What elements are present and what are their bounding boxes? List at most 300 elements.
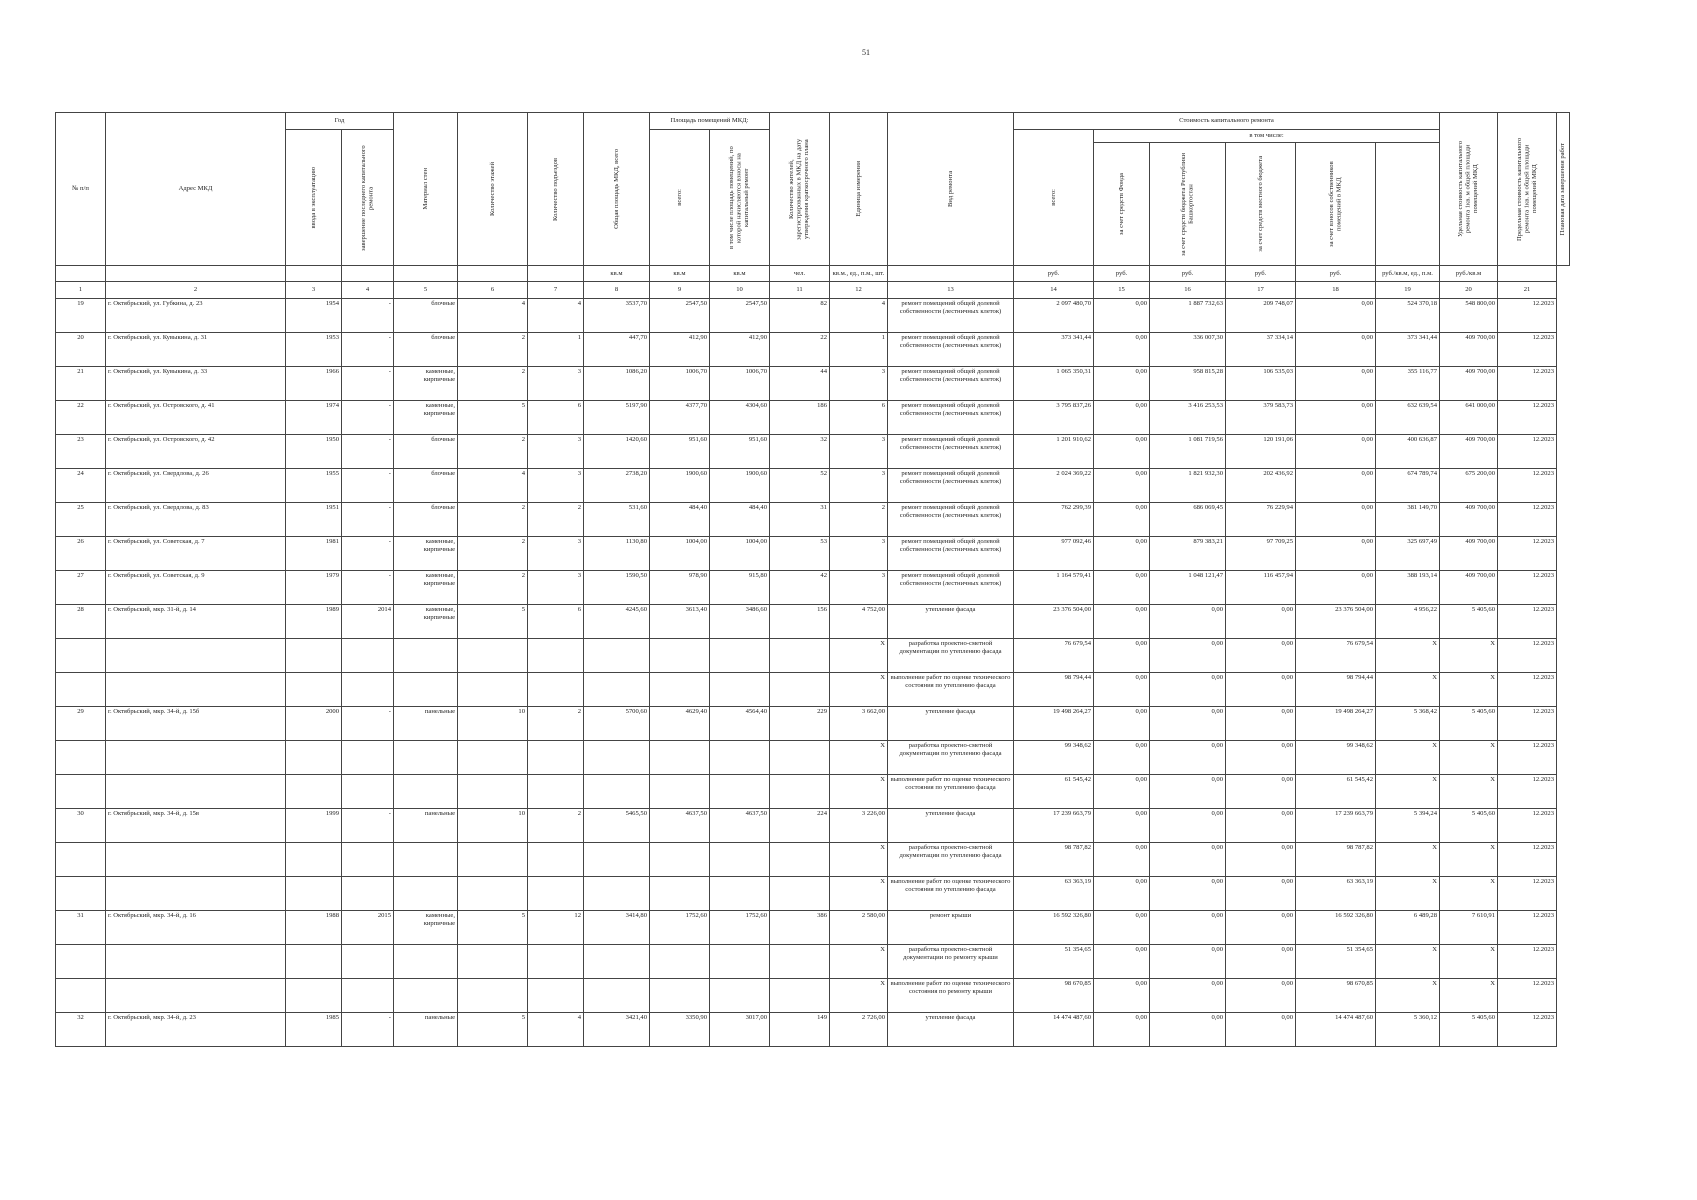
year-commission-cell: 2000 <box>286 707 342 741</box>
premises-funded-cell <box>710 877 770 911</box>
column-number: 5 <box>394 282 458 299</box>
header-year-group: Год <box>286 113 394 130</box>
cost-owners-cell: 98 794,44 <box>1296 673 1376 707</box>
floors-cell: 5 <box>458 401 528 435</box>
cost-total-cell: 61 545,42 <box>1014 775 1094 809</box>
total-area-cell: 531,60 <box>584 503 650 537</box>
residents-cell <box>770 775 830 809</box>
address-cell: г. Октябрьский, мкр. 34-й, д. 23 <box>106 1013 286 1047</box>
max-cost-cell: 5 405,60 <box>1440 1013 1498 1047</box>
wall-material-cell <box>394 945 458 979</box>
header-no: № п/п <box>56 113 106 266</box>
premises-total-cell <box>650 639 710 673</box>
repair-type-cell: утепление фасада <box>888 809 1014 843</box>
floors-cell: 2 <box>458 333 528 367</box>
cost-owners-cell: 14 474 487,60 <box>1296 1013 1376 1047</box>
cost-local-cell: 0,00 <box>1226 1013 1296 1047</box>
header-floors: Количество этажей <box>458 113 528 266</box>
residents-cell <box>770 945 830 979</box>
plan-date-cell: 12.2023 <box>1498 979 1557 1013</box>
residents-cell: 229 <box>770 707 830 741</box>
cost-local-cell: 0,00 <box>1226 605 1296 639</box>
year-last-repair-cell: - <box>342 571 394 605</box>
premises-total-cell: 2547,50 <box>650 299 710 333</box>
repair-type-cell: ремонт помещений общей долевой собственности (лестничных клеток) <box>888 299 1014 333</box>
plan-date-cell: 12.2023 <box>1498 741 1557 775</box>
premises-total-cell <box>650 673 710 707</box>
cost-fund-cell: 0,00 <box>1094 401 1150 435</box>
wall-material-cell: каменные, кирпичные <box>394 367 458 401</box>
header-entrances: Количество подъездов <box>528 113 584 266</box>
unit-cell: X <box>830 979 888 1013</box>
cost-owners-cell: 0,00 <box>1296 571 1376 605</box>
row-number: 31 <box>56 911 106 945</box>
year-commission-cell <box>286 843 342 877</box>
cost-fund-cell: 0,00 <box>1094 435 1150 469</box>
entrances-cell: 3 <box>528 537 584 571</box>
floors-cell <box>458 775 528 809</box>
table-row <box>56 911 1570 945</box>
cost-owners-cell: 0,00 <box>1296 435 1376 469</box>
premises-funded-cell: 915,80 <box>710 571 770 605</box>
year-last-repair-cell <box>342 877 394 911</box>
header-max-cost: Предельная стоимость капитального ремонта 1кв. м общей площади помещений МКД <box>1498 113 1557 266</box>
repair-type-cell: ремонт крыши <box>888 911 1014 945</box>
unit-cell <box>106 266 286 282</box>
unit-cell: 3 662,00 <box>830 707 888 741</box>
wall-material-cell: каменные, кирпичные <box>394 537 458 571</box>
header-cost-total: всего: <box>1014 130 1094 266</box>
premises-total-cell: 4637,50 <box>650 809 710 843</box>
plan-date-cell: 12.2023 <box>1498 877 1557 911</box>
premises-total-cell: 1752,60 <box>650 911 710 945</box>
cost-local-cell: 0,00 <box>1226 979 1296 1013</box>
unit-cost-fund: руб. <box>1094 266 1150 282</box>
address-cell: г. Октябрьский, ул. Кувыкина, д. 33 <box>106 367 286 401</box>
cost-republic-cell: 1 821 932,30 <box>1150 469 1226 503</box>
cost-fund-cell: 0,00 <box>1094 707 1150 741</box>
cost-republic-cell: 0,00 <box>1150 639 1226 673</box>
table-row <box>56 877 1570 911</box>
entrances-cell <box>528 877 584 911</box>
units-row <box>56 266 1570 282</box>
page-number: 51 <box>862 48 870 57</box>
cost-owners-cell: 61 545,42 <box>1296 775 1376 809</box>
column-number: 14 <box>1014 282 1094 299</box>
cost-total-cell: 1 201 910,62 <box>1014 435 1094 469</box>
unit-cost-total: руб. <box>1014 266 1094 282</box>
unit-cost-cell: X <box>1376 639 1440 673</box>
column-number: 10 <box>710 282 770 299</box>
floors-cell: 2 <box>458 537 528 571</box>
cost-fund-cell: 0,00 <box>1094 877 1150 911</box>
premises-total-cell <box>650 741 710 775</box>
cost-fund-cell: 0,00 <box>1094 911 1150 945</box>
unit-cost-cell: 674 789,74 <box>1376 469 1440 503</box>
floors-cell: 4 <box>458 469 528 503</box>
plan-date-cell: 12.2023 <box>1498 367 1557 401</box>
cost-owners-cell: 98 670,85 <box>1296 979 1376 1013</box>
cost-total-cell: 63 363,19 <box>1014 877 1094 911</box>
header-cost-republic: за счет средств бюджета Республики Башкортостан <box>1150 143 1226 266</box>
max-cost-cell: 675 200,00 <box>1440 469 1498 503</box>
cost-fund-cell: 0,00 <box>1094 979 1150 1013</box>
repair-type-cell: утепление фасада <box>888 1013 1014 1047</box>
premises-total-cell: 4377,70 <box>650 401 710 435</box>
wall-material-cell <box>394 843 458 877</box>
column-number: 4 <box>342 282 394 299</box>
repair-type-cell: утепление фасада <box>888 707 1014 741</box>
premises-total-cell: 1900,60 <box>650 469 710 503</box>
row-number <box>56 673 106 707</box>
column-number: 8 <box>584 282 650 299</box>
repair-type-cell: ремонт помещений общей долевой собственности (лестничных клеток) <box>888 333 1014 367</box>
table-row <box>56 673 1570 707</box>
table-row <box>56 503 1570 537</box>
premises-funded-cell <box>710 945 770 979</box>
year-commission-cell <box>286 673 342 707</box>
cost-fund-cell: 0,00 <box>1094 469 1150 503</box>
column-number: 17 <box>1226 282 1296 299</box>
column-number: 21 <box>1498 282 1557 299</box>
table-row <box>56 469 1570 503</box>
cost-republic-cell: 0,00 <box>1150 741 1226 775</box>
unit-unit-cost: руб./кв.м, ед., п.м. <box>1376 266 1440 282</box>
header-premises-funded: в том числе площадь помещений, по которой начисляются взносы на капитальный ремонт <box>710 130 770 266</box>
unit-cell <box>888 266 1014 282</box>
wall-material-cell: панельные <box>394 707 458 741</box>
cost-owners-cell: 0,00 <box>1296 469 1376 503</box>
year-last-repair-cell: - <box>342 809 394 843</box>
plan-date-cell: 12.2023 <box>1498 639 1557 673</box>
max-cost-cell: 641 000,00 <box>1440 401 1498 435</box>
residents-cell: 31 <box>770 503 830 537</box>
total-area-cell: 1590,50 <box>584 571 650 605</box>
cost-owners-cell: 0,00 <box>1296 299 1376 333</box>
unit-premises-funded: кв.м <box>710 266 770 282</box>
year-last-repair-cell: - <box>342 333 394 367</box>
cost-local-cell: 0,00 <box>1226 741 1296 775</box>
premises-funded-cell <box>710 979 770 1013</box>
cost-local-cell: 0,00 <box>1226 707 1296 741</box>
cost-fund-cell: 0,00 <box>1094 367 1150 401</box>
entrances-cell <box>528 639 584 673</box>
address-cell: г. Октябрьский, ул. Советская, д. 7 <box>106 537 286 571</box>
cost-total-cell: 19 498 264,27 <box>1014 707 1094 741</box>
total-area-cell <box>584 741 650 775</box>
unit-cell: 3 <box>830 367 888 401</box>
header-cost-group: Стоимость капитального ремонта <box>1014 113 1440 130</box>
floors-cell <box>458 945 528 979</box>
wall-material-cell: блочные <box>394 435 458 469</box>
column-number: 19 <box>1376 282 1440 299</box>
address-cell: г. Октябрьский, мкр. 31-й, д. 14 <box>106 605 286 639</box>
cost-total-cell: 23 376 504,00 <box>1014 605 1094 639</box>
cost-fund-cell: 0,00 <box>1094 809 1150 843</box>
cost-owners-cell: 16 592 326,80 <box>1296 911 1376 945</box>
floors-cell: 5 <box>458 1013 528 1047</box>
residents-cell: 22 <box>770 333 830 367</box>
unit-cell: 3 226,00 <box>830 809 888 843</box>
row-number <box>56 877 106 911</box>
unit-cell <box>528 266 584 282</box>
unit-cell: 3 <box>830 537 888 571</box>
row-number <box>56 843 106 877</box>
plan-date-cell: 12.2023 <box>1498 537 1557 571</box>
unit-cost-cell: 5 394,24 <box>1376 809 1440 843</box>
premises-total-cell: 978,90 <box>650 571 710 605</box>
floors-cell <box>458 639 528 673</box>
address-cell <box>106 877 286 911</box>
premises-funded-cell <box>710 639 770 673</box>
premises-total-cell <box>650 979 710 1013</box>
cost-republic-cell: 0,00 <box>1150 707 1226 741</box>
unit-cell: X <box>830 877 888 911</box>
cost-republic-cell: 958 815,28 <box>1150 367 1226 401</box>
cost-republic-cell: 0,00 <box>1150 673 1226 707</box>
row-number: 27 <box>56 571 106 605</box>
max-cost-cell: X <box>1440 639 1498 673</box>
unit-cell: 2 726,00 <box>830 1013 888 1047</box>
cost-local-cell: 0,00 <box>1226 877 1296 911</box>
unit-cell <box>1498 266 1557 282</box>
wall-material-cell: блочные <box>394 503 458 537</box>
year-commission-cell: 1955 <box>286 469 342 503</box>
cost-local-cell: 379 583,73 <box>1226 401 1296 435</box>
repair-type-cell: утепление фасада <box>888 605 1014 639</box>
column-number: 12 <box>830 282 888 299</box>
table-row <box>56 843 1570 877</box>
cost-local-cell: 120 191,06 <box>1226 435 1296 469</box>
plan-date-cell: 12.2023 <box>1498 945 1557 979</box>
row-number <box>56 741 106 775</box>
year-commission-cell: 1966 <box>286 367 342 401</box>
header-cost-fund: за счет средств Фонда <box>1094 143 1150 266</box>
entrances-cell <box>528 843 584 877</box>
cost-owners-cell: 0,00 <box>1296 401 1376 435</box>
unit-total-area: кв.м <box>584 266 650 282</box>
unit-cell <box>394 266 458 282</box>
repair-type-cell: ремонт помещений общей долевой собственности (лестничных клеток) <box>888 401 1014 435</box>
unit-cell: 4 752,00 <box>830 605 888 639</box>
total-area-cell <box>584 843 650 877</box>
cost-republic-cell: 686 069,45 <box>1150 503 1226 537</box>
total-area-cell: 1086,20 <box>584 367 650 401</box>
header-premises-area-group: Площадь помещений МКД: <box>650 113 770 130</box>
repair-type-cell: ремонт помещений общей долевой собственности (лестничных клеток) <box>888 537 1014 571</box>
floors-cell <box>458 843 528 877</box>
address-cell <box>106 639 286 673</box>
address-cell: г. Октябрьский, мкр. 34-й, д. 16 <box>106 911 286 945</box>
unit-cell: X <box>830 843 888 877</box>
floors-cell: 2 <box>458 435 528 469</box>
unit-cost-republic: руб. <box>1150 266 1226 282</box>
header-total-area: Общая площадь МКД, всего <box>584 113 650 266</box>
cost-total-cell: 76 679,54 <box>1014 639 1094 673</box>
cost-republic-cell: 1 048 121,47 <box>1150 571 1226 605</box>
unit-cell: 3 <box>830 571 888 605</box>
premises-total-cell <box>650 945 710 979</box>
row-number: 28 <box>56 605 106 639</box>
residents-cell <box>770 979 830 1013</box>
unit-cell: X <box>830 741 888 775</box>
cost-total-cell: 373 341,44 <box>1014 333 1094 367</box>
plan-date-cell: 12.2023 <box>1498 911 1557 945</box>
premises-total-cell: 412,90 <box>650 333 710 367</box>
table-row <box>56 741 1570 775</box>
row-number: 20 <box>56 333 106 367</box>
max-cost-cell: X <box>1440 741 1498 775</box>
wall-material-cell: панельные <box>394 809 458 843</box>
row-number: 21 <box>56 367 106 401</box>
row-number: 26 <box>56 537 106 571</box>
cost-fund-cell: 0,00 <box>1094 1013 1150 1047</box>
unit-cost-cell: X <box>1376 673 1440 707</box>
total-area-cell <box>584 877 650 911</box>
cost-total-cell: 14 474 487,60 <box>1014 1013 1094 1047</box>
header-residents: Количество жителей, зарегистрированных в МКД на дату утверждения краткосрочного плана <box>770 113 830 266</box>
premises-total-cell: 3613,40 <box>650 605 710 639</box>
entrances-cell <box>528 673 584 707</box>
repair-type-cell: ремонт помещений общей долевой собственности (лестничных клеток) <box>888 367 1014 401</box>
cost-local-cell: 97 709,25 <box>1226 537 1296 571</box>
unit-cell: X <box>830 945 888 979</box>
row-number <box>56 639 106 673</box>
year-last-repair-cell: - <box>342 299 394 333</box>
cost-republic-cell: 0,00 <box>1150 775 1226 809</box>
wall-material-cell: панельные <box>394 1013 458 1047</box>
plan-date-cell: 12.2023 <box>1498 707 1557 741</box>
cost-republic-cell: 0,00 <box>1150 877 1226 911</box>
year-last-repair-cell <box>342 775 394 809</box>
premises-funded-cell: 4304,60 <box>710 401 770 435</box>
total-area-cell: 4245,60 <box>584 605 650 639</box>
unit-cell <box>56 266 106 282</box>
table-row <box>56 707 1570 741</box>
premises-funded-cell: 1752,60 <box>710 911 770 945</box>
unit-cost-cell: 381 149,70 <box>1376 503 1440 537</box>
table-row <box>56 1013 1570 1047</box>
plan-date-cell: 12.2023 <box>1498 299 1557 333</box>
entrances-cell: 1 <box>528 333 584 367</box>
wall-material-cell <box>394 775 458 809</box>
header-unit: Единица измерения <box>830 113 888 266</box>
column-number: 15 <box>1094 282 1150 299</box>
residents-cell: 386 <box>770 911 830 945</box>
unit-cost-cell: 6 489,28 <box>1376 911 1440 945</box>
repair-plan-table <box>55 112 1570 1047</box>
unit-residents: чел. <box>770 266 830 282</box>
cost-local-cell: 0,00 <box>1226 843 1296 877</box>
total-area-cell <box>584 673 650 707</box>
repair-type-cell: разработка проектно-сметной документации по утеплению фасада <box>888 843 1014 877</box>
year-last-repair-cell <box>342 843 394 877</box>
total-area-cell: 1130,80 <box>584 537 650 571</box>
table-row <box>56 571 1570 605</box>
column-number: 16 <box>1150 282 1226 299</box>
repair-type-cell: выполнение работ по оценке технического состояния по утеплению фасада <box>888 775 1014 809</box>
cost-local-cell: 0,00 <box>1226 809 1296 843</box>
header-cost-local: за счет средств местного бюджета <box>1226 143 1296 266</box>
floors-cell: 10 <box>458 809 528 843</box>
cost-total-cell: 762 299,39 <box>1014 503 1094 537</box>
year-last-repair-cell: - <box>342 537 394 571</box>
year-commission-cell <box>286 877 342 911</box>
year-commission-cell <box>286 741 342 775</box>
header-year-commission: ввода в эксплуатацию <box>286 130 342 266</box>
repair-type-cell: разработка проектно-сметной документации по утеплению фасада <box>888 741 1014 775</box>
cost-fund-cell: 0,00 <box>1094 333 1150 367</box>
cost-owners-cell: 51 354,65 <box>1296 945 1376 979</box>
unit-max-cost: руб./кв.м <box>1440 266 1498 282</box>
cost-owners-cell: 63 363,19 <box>1296 877 1376 911</box>
row-number: 32 <box>56 1013 106 1047</box>
wall-material-cell: блочные <box>394 333 458 367</box>
cost-owners-cell: 0,00 <box>1296 503 1376 537</box>
total-area-cell: 3414,80 <box>584 911 650 945</box>
cost-local-cell: 209 748,07 <box>1226 299 1296 333</box>
entrances-cell: 3 <box>528 571 584 605</box>
table-row <box>56 775 1570 809</box>
wall-material-cell: каменные, кирпичные <box>394 911 458 945</box>
cost-local-cell: 106 535,03 <box>1226 367 1296 401</box>
repair-type-cell: разработка проектно-сметной документации по утеплению фасада <box>888 639 1014 673</box>
cost-owners-cell: 76 679,54 <box>1296 639 1376 673</box>
cost-fund-cell: 0,00 <box>1094 639 1150 673</box>
unit-cost-cell: 373 341,44 <box>1376 333 1440 367</box>
cost-republic-cell: 0,00 <box>1150 945 1226 979</box>
cost-local-cell: 116 457,94 <box>1226 571 1296 605</box>
plan-date-cell: 12.2023 <box>1498 401 1557 435</box>
entrances-cell: 4 <box>528 1013 584 1047</box>
cost-fund-cell: 0,00 <box>1094 299 1150 333</box>
column-number: 2 <box>106 282 286 299</box>
year-last-repair-cell: - <box>342 435 394 469</box>
row-number: 19 <box>56 299 106 333</box>
cost-total-cell: 16 592 326,80 <box>1014 911 1094 945</box>
table-row <box>56 979 1570 1013</box>
repair-type-cell: ремонт помещений общей долевой собственности (лестничных клеток) <box>888 503 1014 537</box>
residents-cell: 149 <box>770 1013 830 1047</box>
unit-cell: 2 580,00 <box>830 911 888 945</box>
table-row <box>56 299 1570 333</box>
cost-total-cell: 98 670,85 <box>1014 979 1094 1013</box>
plan-date-cell: 12.2023 <box>1498 469 1557 503</box>
entrances-cell: 2 <box>528 809 584 843</box>
plan-date-cell: 12.2023 <box>1498 435 1557 469</box>
floors-cell: 4 <box>458 299 528 333</box>
cost-total-cell: 51 354,65 <box>1014 945 1094 979</box>
max-cost-cell: X <box>1440 877 1498 911</box>
address-cell: г. Октябрьский, ул. Островского, д. 41 <box>106 401 286 435</box>
table-row <box>56 809 1570 843</box>
year-commission-cell <box>286 979 342 1013</box>
column-number: 9 <box>650 282 710 299</box>
year-last-repair-cell: - <box>342 401 394 435</box>
residents-cell <box>770 877 830 911</box>
premises-total-cell: 951,60 <box>650 435 710 469</box>
premises-total-cell <box>650 877 710 911</box>
unit-cell: X <box>830 673 888 707</box>
cost-local-cell: 76 229,94 <box>1226 503 1296 537</box>
year-last-repair-cell: - <box>342 469 394 503</box>
premises-funded-cell: 484,40 <box>710 503 770 537</box>
premises-funded-cell <box>710 843 770 877</box>
unit-cell: X <box>830 775 888 809</box>
column-number: 1 <box>56 282 106 299</box>
premises-total-cell: 1006,70 <box>650 367 710 401</box>
wall-material-cell <box>394 673 458 707</box>
